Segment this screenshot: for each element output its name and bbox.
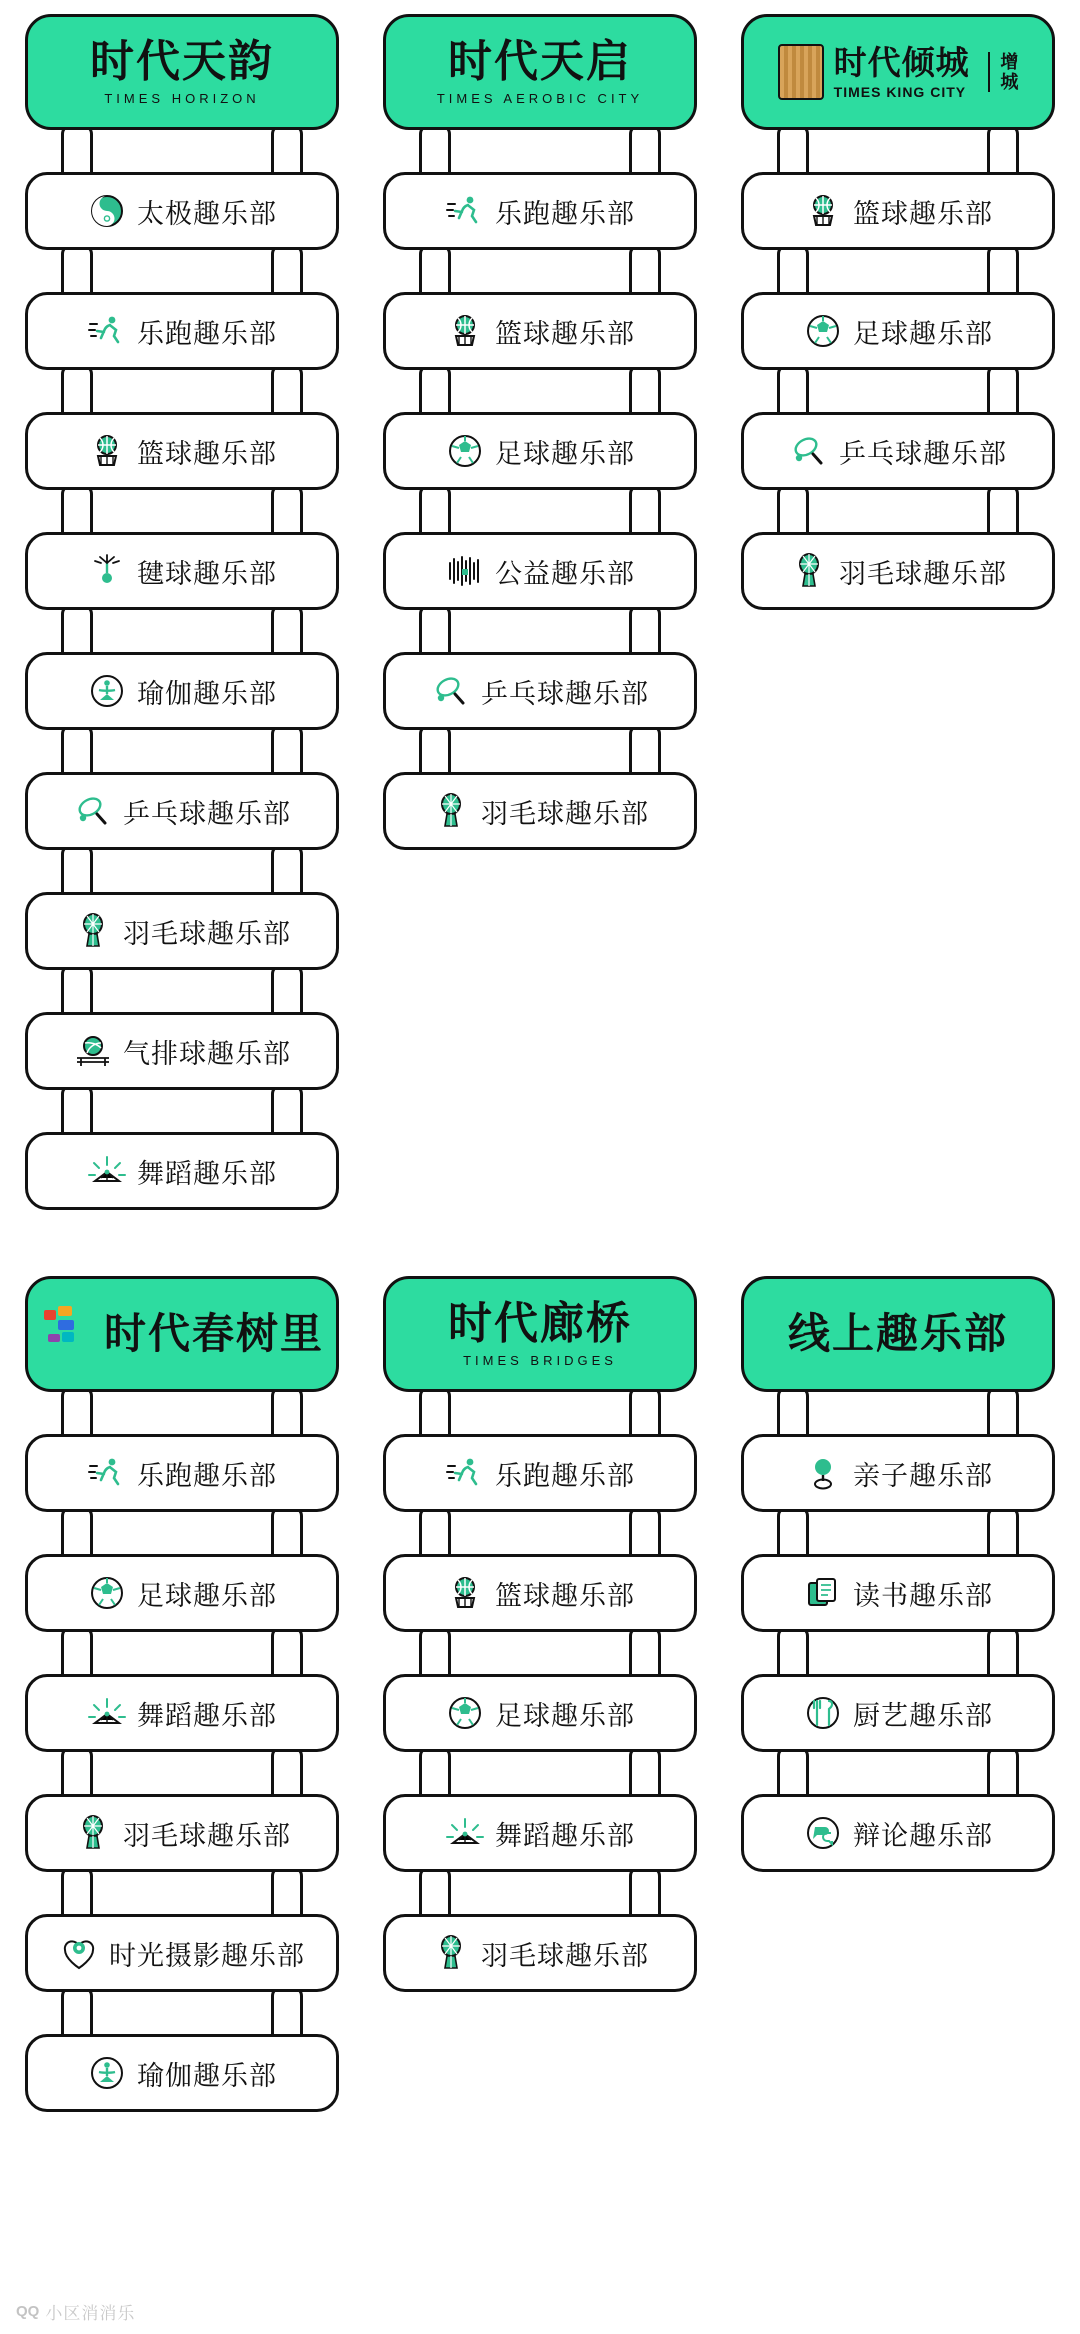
- club-item-label: 乐跑趣乐部: [495, 1460, 635, 1491]
- club-item-label: 足球趣乐部: [495, 438, 635, 469]
- club-item[interactable]: [25, 1674, 339, 1752]
- club-connector: [383, 1392, 697, 1434]
- club-connector: [383, 1632, 697, 1674]
- club-item-label: 读书趣乐部: [853, 1580, 993, 1611]
- club-connector: [25, 730, 339, 772]
- club-item-label: 乒乓球趣乐部: [123, 798, 291, 829]
- cutlery-icon: [803, 1693, 843, 1733]
- club-item[interactable]: [25, 892, 339, 970]
- club-item-label: 瑜伽趣乐部: [137, 2060, 277, 2091]
- club-item[interactable]: [741, 412, 1055, 490]
- club-group-title-cn: 时代廊桥: [448, 1298, 632, 1348]
- club-item[interactable]: [383, 412, 697, 490]
- club-group-header[interactable]: [25, 1276, 339, 1392]
- club-item[interactable]: [741, 1434, 1055, 1512]
- debate-icon: [803, 1813, 843, 1853]
- club-group-header-inner: [40, 1304, 324, 1364]
- watermark: [16, 2299, 135, 2324]
- club-connector: [25, 1872, 339, 1914]
- badminton-icon: [73, 1813, 113, 1853]
- club-item-label: 足球趣乐部: [853, 318, 993, 349]
- badminton-icon: [789, 551, 829, 591]
- club-item[interactable]: [383, 532, 697, 610]
- club-group-header[interactable]: [25, 14, 339, 130]
- club-connector: [25, 1992, 339, 2034]
- badminton-icon: [431, 791, 471, 831]
- club-item[interactable]: [25, 412, 339, 490]
- dance-icon: [87, 1693, 127, 1733]
- club-connector: [383, 730, 697, 772]
- club-group-column: [732, 1276, 1064, 2112]
- club-group-title-cn: 线上趣乐部: [787, 1310, 1008, 1357]
- club-item[interactable]: [741, 292, 1055, 370]
- club-item[interactable]: [383, 772, 697, 850]
- club-connector: [741, 1392, 1055, 1434]
- club-connector: [741, 370, 1055, 412]
- club-group-column: [374, 14, 706, 1210]
- club-group-column: [16, 14, 348, 1210]
- club-item-label: 亲子趣乐部: [853, 1460, 993, 1491]
- club-connector: [25, 1752, 339, 1794]
- club-group-header-inner: [448, 1298, 632, 1368]
- football-icon: [87, 1573, 127, 1613]
- club-item-label: 舞蹈趣乐部: [495, 1820, 635, 1851]
- club-item[interactable]: [741, 172, 1055, 250]
- club-item-label: 篮球趣乐部: [495, 318, 635, 349]
- club-item[interactable]: [25, 2034, 339, 2112]
- club-item[interactable]: [25, 292, 339, 370]
- club-group-header[interactable]: [383, 14, 697, 130]
- club-item[interactable]: [25, 1434, 339, 1512]
- club-item[interactable]: [25, 652, 339, 730]
- club-item-label: 瑜伽趣乐部: [137, 678, 277, 709]
- club-connector: [25, 1512, 339, 1554]
- club-group-header-inner: [787, 1310, 1008, 1357]
- charity-icon: [445, 551, 485, 591]
- camera-icon: [59, 1933, 99, 1973]
- club-group-title-en: TIMES AEROBIC CITY: [436, 90, 644, 106]
- club-item[interactable]: [383, 652, 697, 730]
- club-item-label: 厨艺趣乐部: [853, 1700, 993, 1731]
- club-connector: [741, 130, 1055, 172]
- club-connector: [25, 490, 339, 532]
- club-connector: [25, 1632, 339, 1674]
- club-item-label: 羽毛球趣乐部: [481, 798, 649, 829]
- running-icon: [87, 1453, 127, 1493]
- football-icon: [803, 311, 843, 351]
- club-group-header-text: [436, 36, 644, 106]
- club-group-header[interactable]: [383, 1276, 697, 1392]
- club-connector: [25, 130, 339, 172]
- pingpong-icon: [73, 791, 113, 831]
- club-item[interactable]: [25, 1012, 339, 1090]
- club-group-header-inner: [90, 36, 274, 106]
- club-item-label: 乐跑趣乐部: [137, 318, 277, 349]
- club-connector: [383, 1512, 697, 1554]
- club-item-label: 羽毛球趣乐部: [123, 1820, 291, 1851]
- club-group-header-text: [448, 1298, 632, 1368]
- club-item[interactable]: [741, 1554, 1055, 1632]
- club-group-header-inner: [436, 36, 644, 106]
- club-connector: [383, 370, 697, 412]
- club-group-title-cn: 时代天启: [447, 36, 632, 86]
- club-item-label: 羽毛球趣乐部: [123, 918, 291, 949]
- watermark-qq-label: QQ: [16, 2303, 40, 2320]
- football-icon: [445, 431, 485, 471]
- club-connector: [741, 1512, 1055, 1554]
- club-connector: [25, 250, 339, 292]
- club-item-label: 乒乓球趣乐部: [481, 678, 649, 709]
- club-item[interactable]: [741, 1674, 1055, 1752]
- club-item-label: 乐跑趣乐部: [137, 1460, 277, 1491]
- club-item-label: 足球趣乐部: [495, 1700, 635, 1731]
- club-item-label: 气排球趣乐部: [123, 1038, 291, 1069]
- club-group-title-en: TIMES HORIZON: [104, 90, 260, 106]
- club-item-label: 公益趣乐部: [495, 558, 635, 589]
- club-item[interactable]: [383, 172, 697, 250]
- club-connector: [741, 1632, 1055, 1674]
- club-item-label: 乒乓球趣乐部: [839, 438, 1007, 469]
- club-item[interactable]: [25, 1554, 339, 1632]
- club-item[interactable]: [25, 1794, 339, 1872]
- club-connector: [25, 1392, 339, 1434]
- club-item[interactable]: [25, 772, 339, 850]
- club-item[interactable]: [383, 1554, 697, 1632]
- shuttlecock-icon: [87, 551, 127, 591]
- club-connector: [383, 250, 697, 292]
- club-item[interactable]: [383, 1434, 697, 1512]
- club-item-label: 时光摄影趣乐部: [109, 1940, 305, 1971]
- club-connector: [741, 1752, 1055, 1794]
- club-group-row-2: [0, 1276, 1080, 2112]
- club-group-title-cn: 时代倾城: [833, 43, 970, 81]
- club-group-header[interactable]: [741, 14, 1055, 130]
- club-item[interactable]: [25, 1914, 339, 1992]
- club-group-column: [374, 1276, 706, 2112]
- basketball-icon: [445, 311, 485, 351]
- club-item[interactable]: [383, 292, 697, 370]
- club-item-label: 毽球趣乐部: [137, 558, 277, 589]
- club-connector: [25, 850, 339, 892]
- club-connector: [383, 1872, 697, 1914]
- club-item-label: 羽毛球趣乐部: [481, 1940, 649, 1971]
- club-group-column: [16, 1276, 348, 2112]
- club-item-label: 辩论趣乐部: [853, 1820, 993, 1851]
- club-item[interactable]: [383, 1914, 697, 1992]
- basketball-icon: [445, 1573, 485, 1613]
- basketball-icon: [87, 431, 127, 471]
- pacifier-icon: [803, 1453, 843, 1493]
- club-group-row-1: [0, 14, 1080, 1210]
- club-group-title-cn: 时代春树里: [103, 1310, 324, 1357]
- badminton-icon: [431, 1933, 471, 1973]
- club-group-title-en: TIMES BRIDGES: [463, 1352, 617, 1368]
- running-icon: [445, 191, 485, 231]
- club-connector: [383, 1752, 697, 1794]
- yoga-icon: [87, 671, 127, 711]
- club-item-label: 舞蹈趣乐部: [137, 1158, 277, 1189]
- club-item[interactable]: [25, 1132, 339, 1210]
- book-icon: [803, 1573, 843, 1613]
- taiji-icon: [87, 191, 127, 231]
- club-connector: [25, 610, 339, 652]
- club-group-header-text: [103, 1310, 324, 1357]
- club-connector: [383, 130, 697, 172]
- pingpong-icon: [431, 671, 471, 711]
- club-item-label: 舞蹈趣乐部: [137, 1700, 277, 1731]
- football-icon: [445, 1693, 485, 1733]
- club-group-title-en: TIMES KING CITY: [833, 83, 967, 100]
- running-icon: [445, 1453, 485, 1493]
- club-item-label: 乐跑趣乐部: [495, 198, 635, 229]
- club-group-header-text: [833, 43, 970, 100]
- club-item-label: 篮球趣乐部: [853, 198, 993, 229]
- club-connector: [25, 370, 339, 412]
- club-connector: [741, 250, 1055, 292]
- watermark-text: 小区消消乐: [45, 2304, 136, 2323]
- club-connector: [383, 610, 697, 652]
- badminton-icon: [73, 911, 113, 951]
- club-group-header-text: [90, 36, 274, 106]
- club-connector: [25, 1090, 339, 1132]
- tree-logo-icon: [40, 1304, 94, 1364]
- club-item[interactable]: [25, 532, 339, 610]
- club-item[interactable]: [383, 1674, 697, 1752]
- club-item[interactable]: [741, 1794, 1055, 1872]
- club-item-label: 羽毛球趣乐部: [839, 558, 1007, 589]
- dance-icon: [445, 1813, 485, 1853]
- club-item[interactable]: [741, 532, 1055, 610]
- yoga-icon: [87, 2053, 127, 2093]
- wood-logo-icon: [778, 44, 824, 100]
- volleyball-icon: [73, 1031, 113, 1071]
- club-item-label: 足球趣乐部: [137, 1580, 277, 1611]
- pingpong-icon: [789, 431, 829, 471]
- dance-icon: [87, 1151, 127, 1191]
- club-group-header-suffix: 增城: [988, 52, 1019, 92]
- club-connector: [741, 490, 1055, 532]
- club-item-label: 篮球趣乐部: [137, 438, 277, 469]
- club-item[interactable]: [25, 172, 339, 250]
- club-group-header-text: [787, 1310, 1008, 1357]
- club-item[interactable]: [383, 1794, 697, 1872]
- club-item-label: 篮球趣乐部: [495, 1580, 635, 1611]
- club-group-column: [732, 14, 1064, 1210]
- club-group-header-inner: [778, 44, 1019, 100]
- club-group-title-cn: 时代天韵: [90, 36, 274, 86]
- club-item-label: 太极趣乐部: [137, 198, 277, 229]
- club-connector: [25, 970, 339, 1012]
- club-connector: [383, 490, 697, 532]
- club-group-header[interactable]: [741, 1276, 1055, 1392]
- running-icon: [87, 311, 127, 351]
- basketball-icon: [803, 191, 843, 231]
